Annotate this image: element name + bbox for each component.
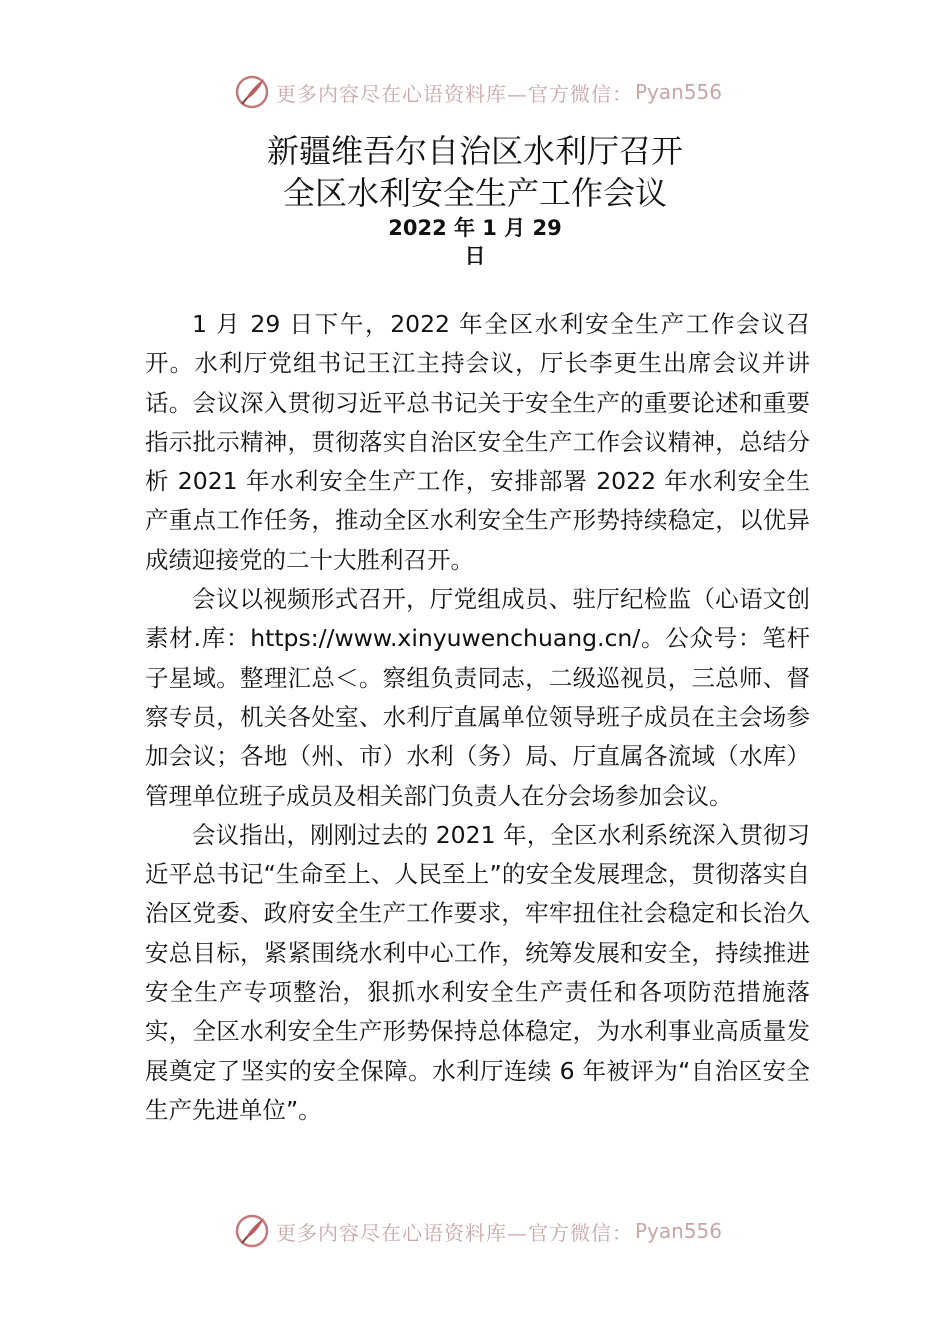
paragraph: 会议指出，刚刚过去的 2021 年，全区水利系统深入贯彻习近平总书记“生命至上、人民至上”的安全发展理念，贯彻落实自治区党委、政府安全生产工作要求，牢牢扭住社会稳定和长治久安总目标，紧紧围绕水利中心工作，统筹发展和安全，持续推进安全生产专项整治，狠抓水利安全生产责任和各项防范措施落实，全区水利安全生产形势保持总体稳定，为水利事业高质量发展奠定了坚实的安全保障。水利厅连续 6 年被评为“自治区安全生产先进单位”。 (145, 820, 810, 1124)
quill-logo-icon (234, 74, 270, 110)
paragraph: 会议以视频形式召开，厅党组成员、驻厅纪检监（心语文创素材.库：https://www.xinyuwenchuang.cn/。公众号：笔杆子星域。整理汇总＜。察组负责同志，二级巡视员，三总师、督察专员，机关各处室、水利厅直属单位领导班子成员在主会场参加会议；各地（州、市）水利（务）局、厅直属各流域（水库）管理单位班子成员及相关部门负责人在分会场参加会议。 (145, 585, 810, 810)
watermark-text: 更多内容尽在心语资料库—官方微信： (276, 1220, 633, 1245)
watermark-footer (234, 1211, 722, 1251)
document-body (145, 305, 810, 1130)
watermark-text: 更多内容尽在心语资料库—官方微信： (276, 81, 633, 106)
document-title-line-2: 全区水利安全生产工作会议 (282, 174, 667, 212)
watermark-header (234, 72, 722, 112)
document-title-line-1: 新疆维吾尔自治区水利厅召开 (266, 132, 683, 170)
paragraph: 1 月 29 日下午，2022 年全区水利安全生产工作会议召开。水利厅党组书记王江主持会议，厅长李更生出席会议并讲话。会议深入贯彻习近平总书记关于安全生产的重要论述和重要指示批示精神，贯彻落实自治区安全生产工作会议精神，总结分析 2021 年水利安全生产工作，安排部署 2022 年水利安全生产重点工作任务，推动全区水利安全生产形势持续稳定，以优异成绩迎接党的二十大胜利召开。 (145, 310, 810, 574)
document-date: 2022 年 1 月 29 日 (388, 216, 562, 268)
watermark-wechat-id: Pyan556 (635, 80, 723, 104)
quill-logo-icon (234, 1213, 270, 1249)
watermark-wechat-id: Pyan556 (635, 1219, 723, 1243)
